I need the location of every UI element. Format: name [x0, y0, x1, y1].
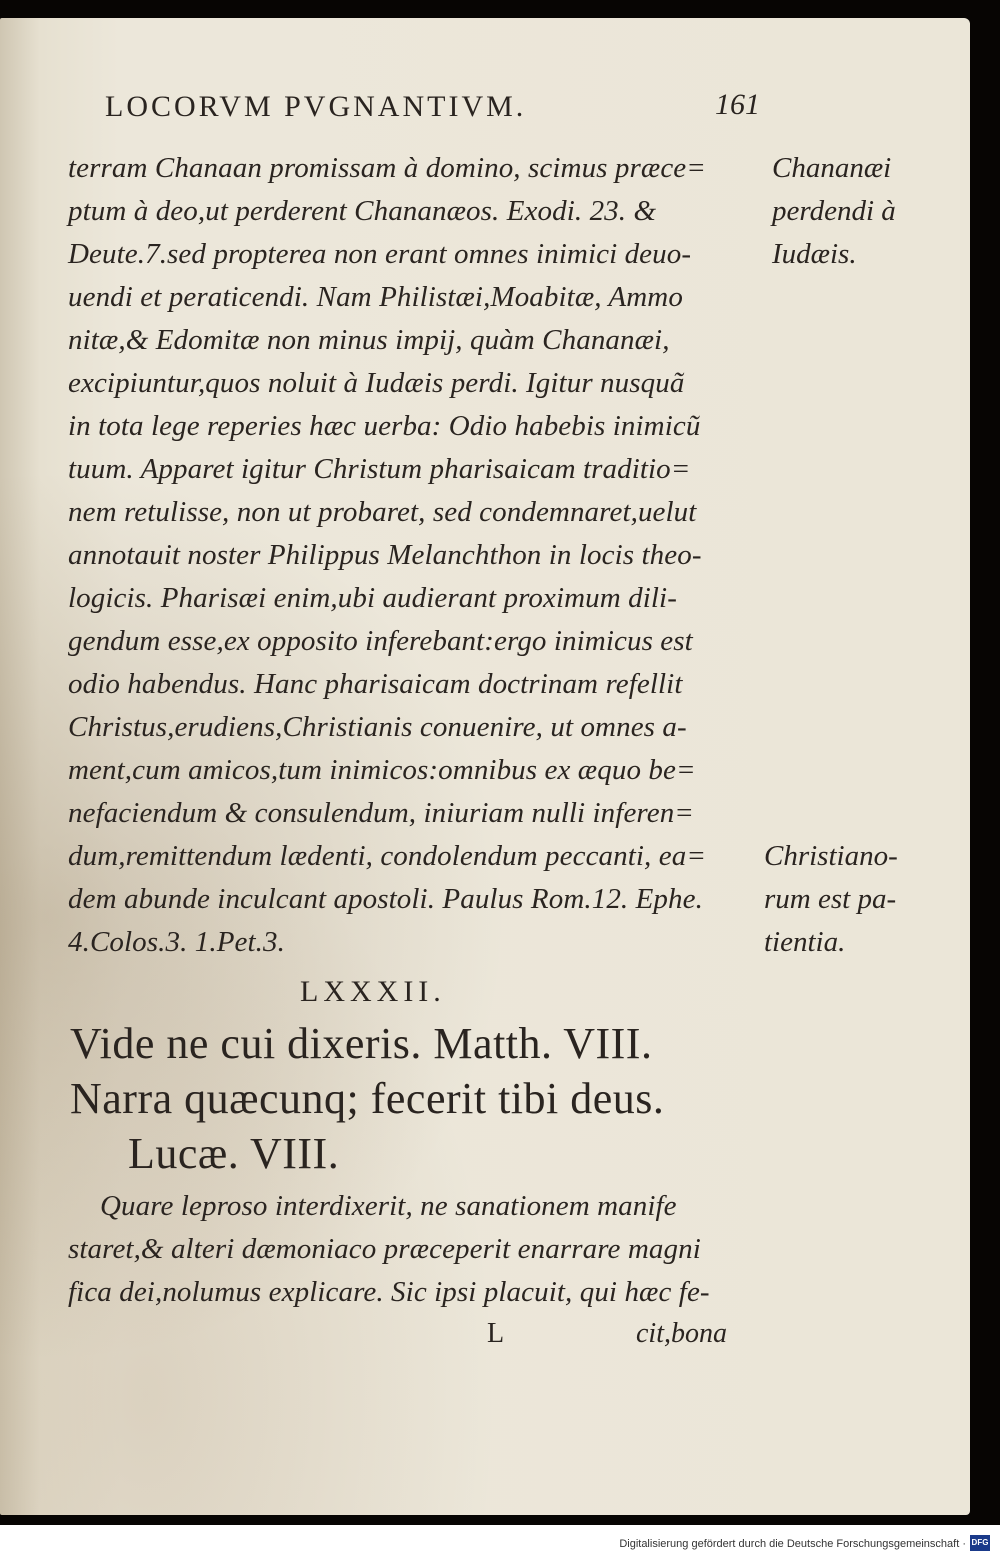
page-number: 161	[715, 88, 760, 121]
body-line: in tota lege reperies hæc uerba: Odio habebis inimicũ	[68, 410, 701, 442]
margin-note-line: perdendi à	[772, 195, 896, 227]
body-line: uendi et peraticendi. Nam Philistæi,Moabitæ, Ammo	[68, 281, 683, 313]
body-line: 4.Colos.3. 1.Pet.3.	[68, 926, 285, 958]
body-line: nitæ,& Edomitæ non minus impij, quàm Chananæi,	[68, 324, 670, 356]
margin-note-line: tientia.	[764, 926, 846, 958]
section-heading-line: Lucæ. VIII.	[128, 1129, 340, 1178]
body-line: tuum. Apparet igitur Christum pharisaicam traditio=	[68, 453, 691, 485]
margin-note-line: Iudæis.	[772, 238, 857, 270]
body-line: ment,cum amicos,tum inimicos:omnibus ex æquo be=	[68, 754, 696, 786]
catchword: cit,bona	[636, 1318, 727, 1349]
body-line: odio habendus. Hanc pharisaicam doctrinam refellit	[68, 668, 683, 700]
body-line: nefaciendum & consulendum, iniuriam nulli inferen=	[68, 797, 694, 829]
body-line: ptum à deo,ut perderent Chananæos. Exodi. 23. &	[68, 195, 657, 227]
running-head-title: LOCORVM PVGNANTIVM.	[105, 90, 527, 123]
margin-note-line: Chananæi	[772, 152, 892, 184]
body-line: dum,remittendum lædenti, condolendum peccanti, ea=	[68, 840, 707, 872]
body-line: Christus,erudiens,Christianis conuenire, ut omnes a-	[68, 711, 687, 743]
body-line: gendum esse,ex opposito inferebant:ergo inimicus est	[68, 625, 693, 657]
dfg-logo-icon: DFG	[970, 1535, 990, 1551]
body-line: nem retulisse, non ut probaret, sed condemnaret,uelut	[68, 496, 697, 528]
body-line: annotauit noster Philippus Melanchthon in locis theo-	[68, 539, 702, 571]
section-number: LXXXII.	[300, 975, 446, 1008]
margin-note-line: Christiano-	[764, 840, 898, 872]
body-line: logicis. Pharisæi enim,ubi audierant proximum dili-	[68, 582, 677, 614]
body-line: excipiuntur,quos noluit à Iudæis perdi. Igitur nusquã	[68, 367, 685, 399]
margin-note-line: rum est pa-	[764, 883, 897, 915]
section-body-line: staret,& alteri dæmoniaco præceperit enarrare magni	[68, 1233, 701, 1265]
signature-mark: L	[487, 1318, 505, 1349]
section-body-line: Quare leproso interdixerit, ne sanationem manife	[100, 1190, 677, 1222]
section-heading-line: Vide ne cui dixeris. Matth. VIII.	[70, 1019, 653, 1068]
body-line: terram Chanaan promissam à domino, scimus præce=	[68, 152, 706, 184]
funding-credit: Digitalisierung gefördert durch die Deutsche Forschungsgemeinschaft ·	[619, 1538, 966, 1550]
section-heading-line: Narra quæcunq; fecerit tibi deus.	[70, 1074, 665, 1123]
body-line: Deute.7.sed propterea non erant omnes inimici deuo-	[68, 238, 692, 270]
section-body-line: fica dei,nolumus explicare. Sic ipsi placuit, qui hæc fe-	[68, 1276, 710, 1308]
body-line: dem abunde inculcant apostoli. Paulus Rom.12. Ephe.	[68, 883, 703, 915]
